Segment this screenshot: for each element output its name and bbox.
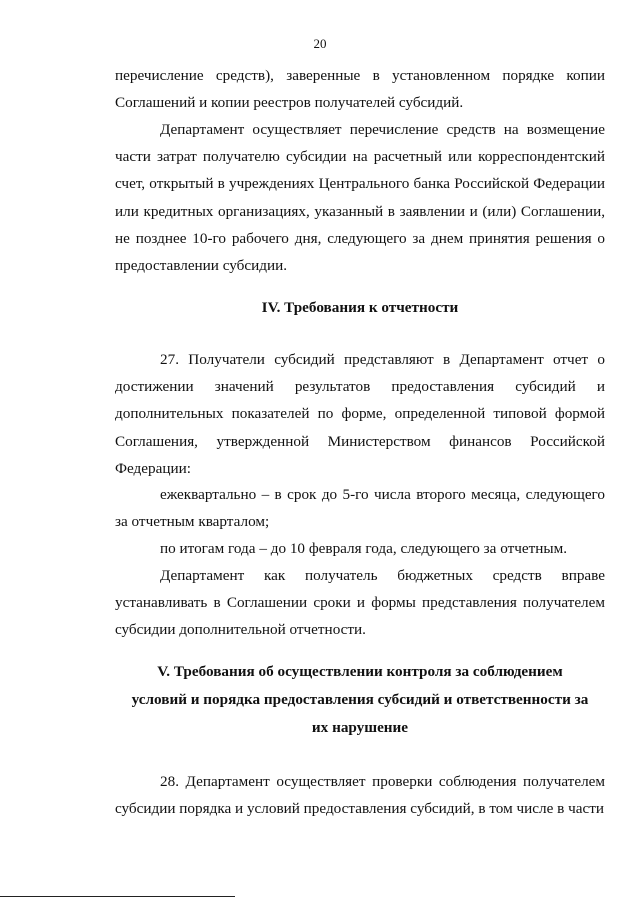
- footer-rule: [0, 896, 235, 897]
- paragraph-27-reports: 27. Получатели субсидий представляют в Департамент отчет о достижении значений результатов предоставления субсидий и дополнительных показателей по форме, определенной типовой формой Соглашения, утвержденной Министерством финансов Российской Федерации:: [115, 351, 605, 477]
- paragraph-quarterly: ежеквартально – в срок до 5-го числа второго месяца, следующего за отчетным кварталом;: [115, 486, 605, 531]
- paragraph-department-transfer: Департамент осуществляет перечисление средств на возмещение части затрат получателю субсидии на расчетный или корреспондентский счет, открытый в учреждениях Центрального банка Российской Федерации или кредитных организациях, указанный в заявлении и (или) Соглашении, не позднее 10-го рабочего дня, следующего за днем принятия решения о предоставлении субсидии.: [115, 121, 605, 275]
- page-number: 20: [313, 36, 327, 51]
- section-heading-control: V. Требования об осуществлении контроля за соблюдением условий и порядка предоставления субсидий и ответственности за их нарушение: [131, 663, 589, 736]
- paragraph-transfer-copies: перечисление средств), заверенные в установленном порядке копии Соглашений и копии реестров получателей субсидий.: [115, 67, 605, 112]
- paragraph-additional-reporting: Департамент как получатель бюджетных средств вправе устанавливать в Соглашении сроки и формы представления получателем субсидии дополнительной отчетности.: [115, 567, 605, 639]
- section-heading-reporting: IV. Требования к отчетности: [261, 299, 459, 316]
- paragraph-annual: по итогам года – до 10 февраля года, следующего за отчетным.: [160, 540, 567, 557]
- paragraph-28-checks: 28. Департамент осуществляет проверки соблюдения получателем субсидии порядка и условий предоставления субсидий, в том числе в части: [115, 773, 605, 818]
